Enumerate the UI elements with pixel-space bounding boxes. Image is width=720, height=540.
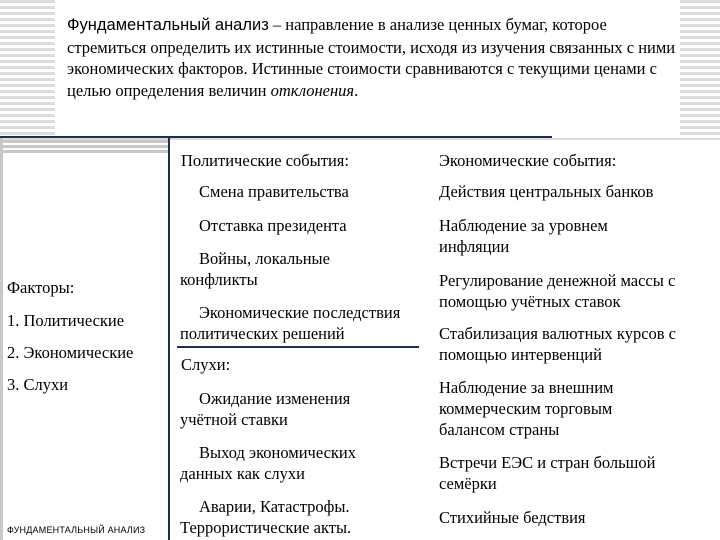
left-accent-bar: [0, 137, 3, 540]
political-item: Войны, локальные конфликты: [180, 249, 330, 289]
vertical-divider: [168, 136, 170, 540]
definition-emphasis: отклонения: [270, 80, 355, 100]
political-item: Экономические последствия политических решений: [180, 303, 401, 343]
economic-item: Стабилизация валютных курсов с помощью интервенций: [439, 324, 677, 364]
economic-item: Стихийные бедствия: [439, 508, 586, 527]
economic-item: Регулирование денежной массы с помощью учётных ставок: [439, 271, 676, 311]
rumor-item: Аварии, Катастрофы. Террористические акты.: [180, 497, 352, 537]
definition-period: .: [354, 80, 359, 100]
economic-item: Встречи ЕЭС и стран большой семёрки: [439, 453, 656, 493]
definition-dash: –: [268, 15, 286, 34]
economic-item: Действия центральных банков: [439, 182, 654, 201]
factor-rumors: 3. Слухи: [7, 375, 69, 394]
economic-item: Наблюдение за уровнем инфляции: [439, 216, 608, 256]
political-heading: Политические события:: [181, 151, 349, 170]
definition-term: Фундаментальный анализ: [67, 16, 269, 34]
slide-footer-label: ФУНДАМЕНТАЛЬНЫЙ АНАЛИЗ: [7, 525, 146, 535]
political-item: Отставка президента: [199, 216, 347, 235]
top-divider: [0, 136, 552, 138]
rumor-item: Ожидание изменения учётной ставки: [180, 389, 351, 429]
economic-heading: Экономические события:: [439, 151, 617, 170]
left-band-stripe: [0, 150, 168, 153]
rumors-heading: Слухи:: [181, 355, 231, 374]
economic-item: Наблюдение за внешним коммерческим торговым балансом страны: [439, 378, 614, 439]
section-divider: [177, 346, 419, 348]
factors-heading: Факторы:: [7, 278, 75, 297]
factor-economic: 2. Экономические: [7, 343, 134, 362]
left-band-stripe: [0, 145, 168, 148]
rumor-item: Выход экономических данных как слухи: [180, 443, 357, 483]
political-item: Смена правительства: [199, 182, 349, 201]
left-band-stripe: [0, 140, 168, 143]
factor-political: 1. Политические: [7, 311, 125, 330]
definition-text: направление в анализе ценных бумаг, которое стремиться определить их истинные стоимости, исходя из изучения связанных с ними экономических факторов. Истинные стоимости сравниваются с текущими ценами с целью определения величин: [67, 15, 676, 100]
definition-paragraph: [67, 14, 682, 101]
